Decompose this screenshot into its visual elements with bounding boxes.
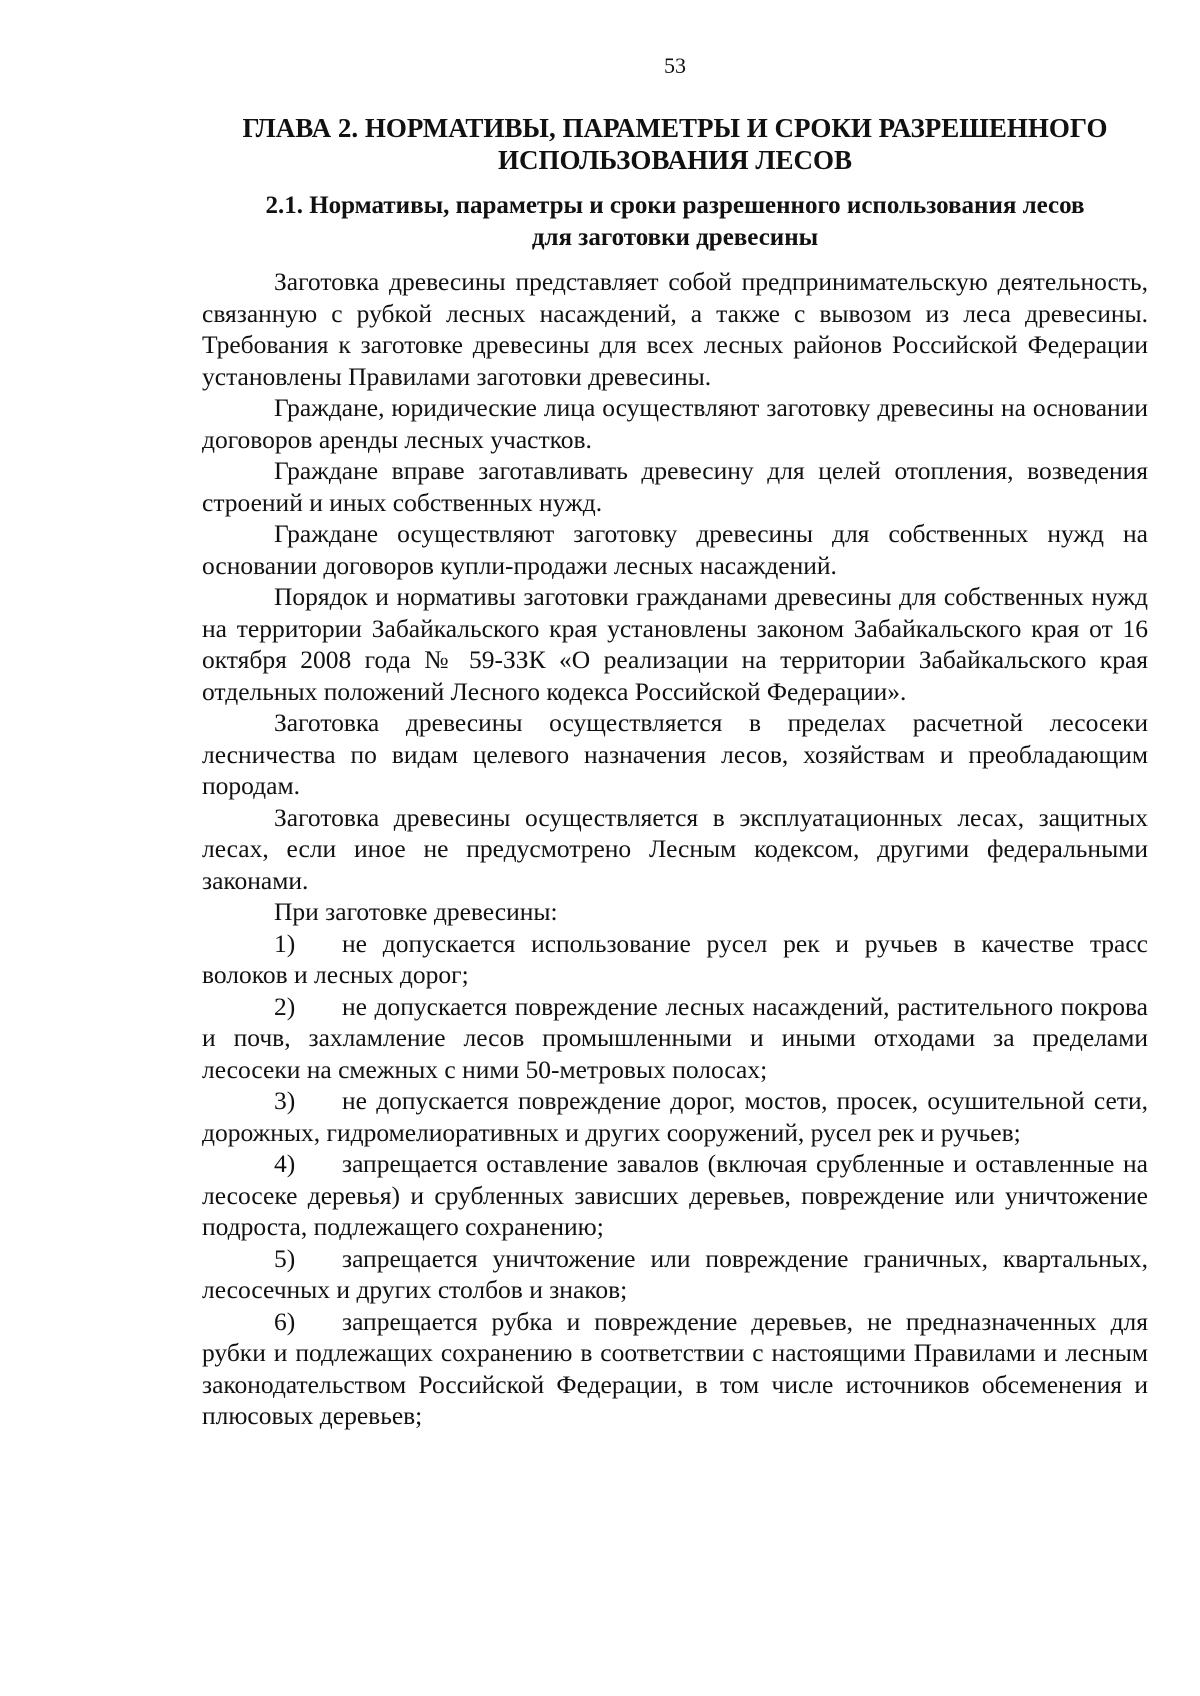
- paragraph: При заготовке древесины:: [274, 897, 558, 926]
- list-item-text: запрещается рубка и повреждение деревьев, не предназначенных для рубки и подлежащих сохранению в соответствии с настоящими Правилами и лесным законодательством Российской Федерации, в том числе источников обсеменения и плюсовых деревьев;: [202, 1306, 1148, 1430]
- list-item-text: не допускается повреждение дорог, мостов, просек, осушительной сети, дорожных, гидромелиоративных и других сооружений, русел рек и ручьев;: [202, 1086, 1148, 1147]
- paragraph: Граждане вправе заготавливать древесину для целей отопления, возведения строений и иных собственных нужд.: [202, 456, 1148, 517]
- chapter-title-line-1: ГЛАВА 2. НОРМАТИВЫ, ПАРАМЕТРЫ И СРОКИ РАЗРЕШЕННОГО: [242, 113, 1108, 143]
- paragraph: Заготовка древесины осуществляется в эксплуатационных лесах, защитных лесах, если иное не предусмотрено Лесным кодексом, другими федеральными законами.: [202, 802, 1148, 895]
- chapter-title-line-2: ИСПОЛЬЗОВАНИЯ ЛЕСОВ: [497, 145, 853, 175]
- list-item-text: не допускается использование русел рек и ручьев в качестве трасс волоков и лесных дорог;: [202, 928, 1148, 989]
- list-item-number: 4): [274, 1149, 296, 1178]
- list-item: [202, 1148, 1148, 1243]
- section-title-line-1: 2.1. Нормативы, параметры и сроки разрешенного использования лесов: [265, 192, 1085, 219]
- list-item: [202, 928, 1148, 991]
- list-item-text: запрещается уничтожение или повреждение граничных, квартальных, лесосечных и других столбов и знаков;: [202, 1243, 1148, 1304]
- paragraph: Порядок и нормативы заготовки гражданами древесины для собственных нужд на территории Забайкальского края установлены законом Забайкальского края от 16 октября 2008 года № 59-ЗЗК «О реализации на территории Забайкальского края отдельных положений Лесного кодекса Российской Федерации».: [202, 582, 1148, 706]
- list-item-number: 5): [274, 1243, 296, 1273]
- list-item: [202, 1243, 1148, 1306]
- list-item-number: 3): [274, 1086, 296, 1115]
- list-item: [202, 991, 1148, 1086]
- body-text: [202, 266, 1148, 1432]
- list-item: [202, 1085, 1148, 1148]
- paragraph: Граждане, юридические лица осуществляют заготовку древесины на основании договоров аренды лесных участков.: [202, 393, 1148, 454]
- paragraph: Заготовка древесины представляет собой предпринимательскую деятельность, связанную с рубкой лесных насаждений, а также с вывозом из леса древесины. Требования к заготовке древесины для всех лесных районов Российской Федерации установлены Правилами заготовки древесины.: [202, 267, 1148, 391]
- paragraph: Заготовка древесины осуществляется в пределах расчетной лесосеки лесничества по видам целевого назначения лесов, хозяйствам и преобладающим породам.: [202, 708, 1148, 800]
- list-item-text: запрещается оставление завалов (включая срубленные и оставленные на лесосеке деревья) и срубленных зависших деревьев, повреждение или уничтожение подроста, подлежащего сохранению;: [202, 1149, 1148, 1241]
- list-item-number: 6): [274, 1306, 296, 1336]
- document-page: [202, 54, 1148, 1432]
- section-title: [202, 190, 1148, 254]
- chapter-title: [202, 112, 1148, 176]
- list-item: [202, 1306, 1148, 1432]
- page-number: 53: [664, 53, 686, 78]
- paragraph: Граждане осуществляют заготовку древесины для собственных нужд на основании договоров купли-продажи лесных насаждений.: [202, 519, 1148, 580]
- list-item-number: 2): [274, 991, 296, 1021]
- list-item-number: 1): [274, 928, 296, 958]
- section-title-line-2: для заготовки древесины: [531, 224, 819, 251]
- list-item-text: не допускается повреждение лесных насаждений, растительного покрова и почв, захламление лесов промышленными и иными отходами за пределами лесосеки на смежных с ними 50-метровых полосах;: [202, 991, 1148, 1084]
